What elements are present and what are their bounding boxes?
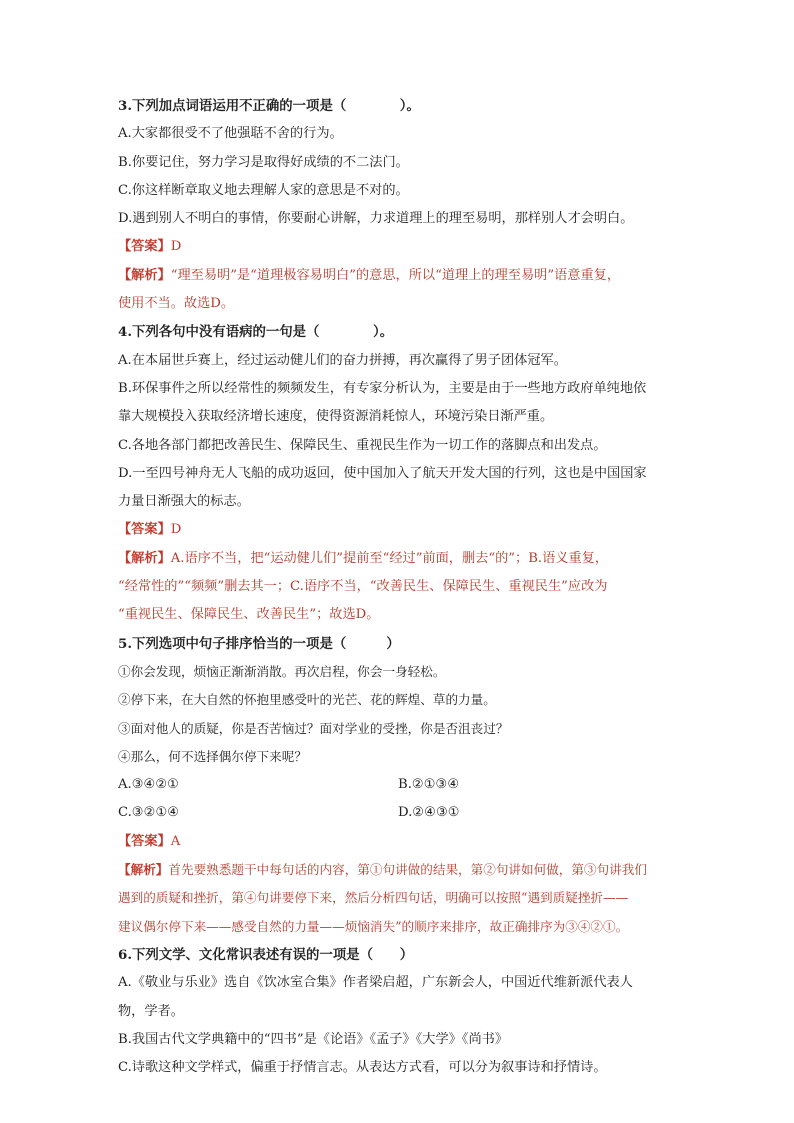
question-5-analysis: [118, 856, 678, 884]
analysis-tag: 【解析】: [118, 267, 171, 283]
question-4-option-d-cont: 力量日渐强大的标志。: [118, 494, 250, 510]
question-4-option-b: B.环保事件之所以经常性的频频发生，有专家分析认为，主要是由于一些地方政府单纯地依: [118, 380, 647, 396]
answer-value: D: [170, 239, 182, 255]
question-5-option-a: A.③④②①: [118, 777, 180, 793]
answer-value: A: [170, 833, 181, 849]
question-3-option-d: D.遇到别人不明白的事情，你要耐心讲解，力求道理上的理至易明，那样别人才会明白。: [118, 211, 634, 227]
document-page: [118, 92, 678, 1082]
analysis-text: 首先要熟悉题干中每句话的内容，第①句讲做的结果，第②句讲如何做，第③句讲我们: [168, 862, 647, 878]
question-4-option-d: D.一至四号神舟无人飞船的成功返回，使中国加入了航天开发大国的行列，这也是中国国家: [118, 465, 647, 481]
analysis-text: A.语序不当，把“运动健儿们”提前至“经过”前面，删去“的”；B.语义重复，: [170, 550, 609, 566]
question-6-stem: 6.下列文学、文化常识表述有误的一项是（ ）: [118, 946, 414, 963]
question-5-option-b: B.②①③④: [398, 777, 460, 793]
question-4-option-b-cont: 靠大规模投入获取经济增长速度，使得资源消耗惊人，环境污染日渐严重。: [118, 409, 554, 425]
question-3-analysis-cont: 使用不当。故选D。: [118, 296, 235, 312]
question-4-analysis: [118, 545, 678, 573]
question-6-option-a-cont: 物，学者。: [118, 1003, 184, 1019]
question-5-option-d: D.②④③①: [398, 805, 460, 821]
question-3-stem: 3.下列加点词语运用不正确的一项是（ ）。: [118, 98, 420, 114]
question-5-sentence-3: ③面对他人的质疑，你是否苦恼过？面对学业的受挫，你是否沮丧过？: [118, 720, 509, 736]
question-6-option-b: B.我国古代文学典籍中的“四书”是《论语》《孟子》《大学》《尚书》: [118, 1031, 509, 1047]
question-3-option-a: A.大家都很受不了他强聒不舍的行为。: [118, 126, 343, 142]
question-6-option-c: C.诗歌这种文学样式，偏重于抒情言志。从表达方式看，可以分为叙事诗和抒情诗。: [118, 1060, 607, 1076]
answer-tag: 【答案】: [118, 833, 171, 849]
question-4-analysis-cont-2: “重视民生、保障民生、改善民生”；故选D。: [118, 607, 380, 623]
question-5-analysis-cont-2: 建议偶尔停下来——感受自然的力量——烦恼消失”的顺序来排序，故正确排序为③④②①。: [118, 918, 629, 934]
question-6-option-a: A.《敬业与乐业》选自《饮冰室合集》作者梁启超，广东新会人，中国近代维新派代表人: [118, 975, 633, 991]
question-3-answer: [118, 233, 678, 261]
question-3-option-b: B.你要记住，努力学习是取得好成绩的不二法门。: [118, 154, 409, 170]
answer-value: D: [170, 522, 182, 538]
question-5-options-row-2: [118, 799, 678, 827]
analysis-tag: 【解析】: [118, 550, 171, 566]
analysis-tag: 【解析】: [118, 862, 169, 878]
question-5-sentence-4: ④那么，何不选择偶尔停下来呢？: [118, 748, 307, 764]
question-5-analysis-cont-1: 遇到的质疑和挫折，第④句讲要停下来，然后分析四句话，明确可以按照“遇到质疑挫折——: [118, 890, 629, 906]
question-4-analysis-cont-1: “经常性的”“频频”删去其一；C.语序不当，“改善民生、保障民生、重视民生”应改为: [118, 579, 608, 595]
answer-tag: 【答案】: [118, 522, 171, 538]
question-4-option-c: C.各地各部门都把改善民生、保障民生、重视民生作为一切工作的落脚点和出发点。: [118, 437, 607, 453]
question-5-option-c: C.③②①④: [118, 805, 180, 821]
question-5-answer: [118, 828, 678, 856]
question-5-options-row-1: [118, 771, 678, 799]
answer-tag: 【答案】: [118, 239, 171, 255]
question-4-stem: 4.下列各句中没有语病的一句是（ ）。: [118, 324, 394, 341]
question-5-sentence-2: ②停下来，在大自然的怀抱里感受叶的光芒、花的辉煌、草的力量。: [118, 692, 496, 708]
question-3-analysis: [118, 262, 678, 290]
question-4-answer: [118, 516, 678, 544]
question-3-option-c: C.你这样断章取义地去理解人家的意思是不对的。: [118, 182, 409, 198]
question-4-option-a: A.在本届世乒赛上，经过运动健儿们的奋力拼搏，再次赢得了男子团体冠军。: [118, 352, 567, 368]
question-5-sentence-1: ①你会发现，烦恼正渐渐消散。再次启程，你会一身轻松。: [118, 663, 446, 679]
analysis-text: “理至易明”是“道理极容易明白”的意思，所以“道理上的理至易明”语意重复，: [170, 267, 621, 283]
question-5-stem: 5.下列选项中句子排序恰当的一项是（ ）: [118, 635, 400, 652]
